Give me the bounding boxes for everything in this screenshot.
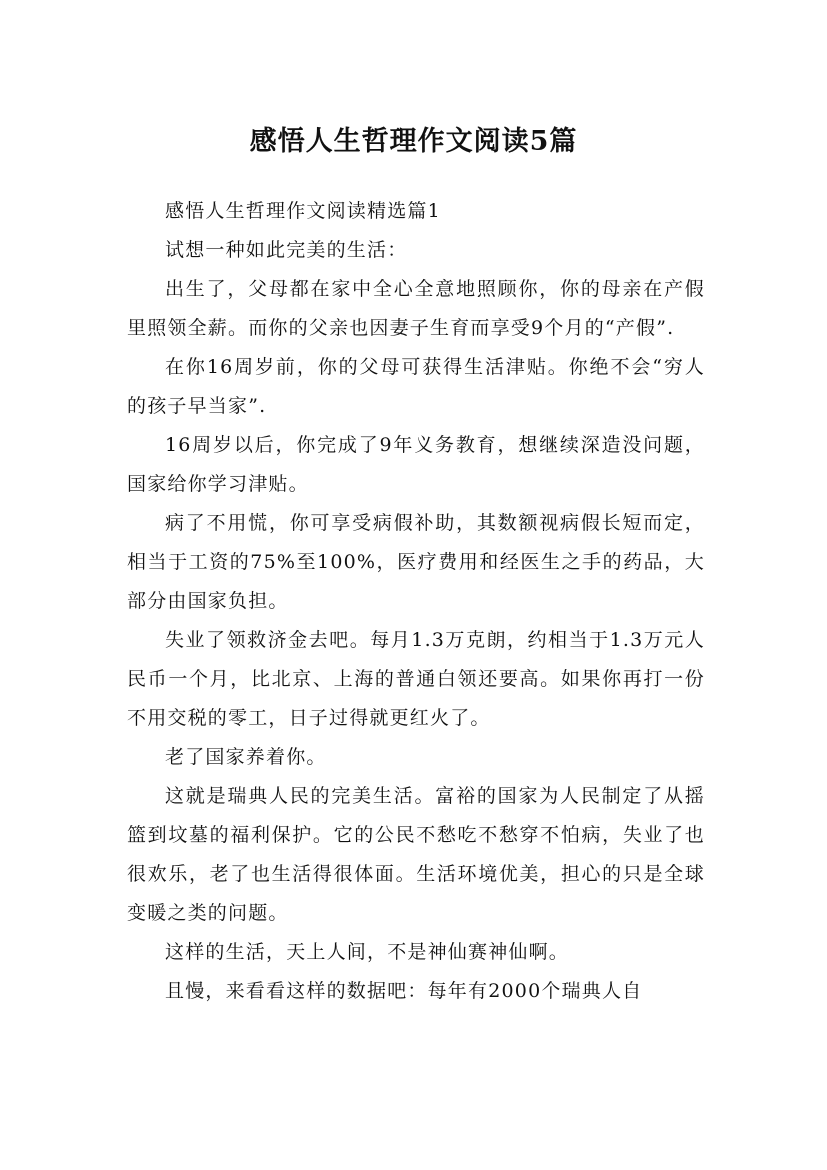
- paragraph: 老了国家养着你。: [165, 746, 327, 768]
- document-title: 感悟人生哲理作文阅读5篇: [249, 126, 578, 158]
- paragraph: 失业了领救济金去吧。每月1.3万克朗，约相当于1.3万元人民币一个月，比北京、上海的普通白领还要高。如果你再打一份不用交税的零工，日子过得就更红火了。: [127, 629, 705, 729]
- paragraph: 感悟人生哲理作文阅读精选篇1: [165, 200, 441, 222]
- paragraph: 病了不用慌，你可享受病假补助，其数额视病假长短而定，相当于工资的75%至100%，医疗费用和经医生之手的药品，大部分由国家负担。: [127, 512, 705, 612]
- paragraph: 这就是瑞典人民的完美生活。富裕的国家为人民制定了从摇篮到坟墓的福利保护。它的公民不愁吃不愁穿不怕病，失业了也很欢乐，老了也生活得很体面。生活环境优美，担心的只是全球变暖之类的问题。: [127, 785, 705, 924]
- paragraph: 试想一种如此完美的生活：: [165, 239, 408, 261]
- paragraph: 16周岁以后，你完成了9年义务教育，想继续深造没问题，国家给你学习津贴。: [127, 434, 705, 495]
- document-body: [127, 192, 705, 1011]
- paragraph: 在你16周岁前，你的父母可获得生活津贴。你绝不会“穷人的孩子早当家”.: [127, 356, 705, 417]
- paragraph: 这样的生活，天上人间，不是神仙赛神仙啊。: [165, 941, 570, 963]
- paragraph: 出生了，父母都在家中全心全意地照顾你，你的母亲在产假里照领全薪。而你的父亲也因妻子生育而享受9个月的“产假”.: [127, 278, 705, 339]
- paragraph: 且慢，来看看这样的数据吧：每年有2000个瑞典人自: [165, 980, 643, 1002]
